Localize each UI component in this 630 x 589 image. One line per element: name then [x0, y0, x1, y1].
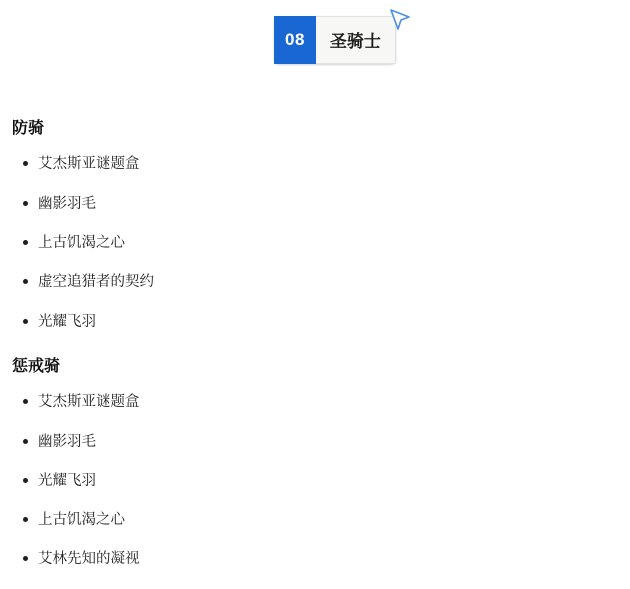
- subsection-heading-1: 防骑: [12, 120, 45, 137]
- subsection-heading-2: 惩戒骑: [12, 357, 61, 375]
- list-item: 光耀飞羽: [0, 471, 630, 491]
- document-content: [0, 118, 630, 589]
- section-number-badge: 08: [274, 16, 316, 64]
- list-item: 艾杰斯亚谜题盒: [0, 154, 630, 174]
- list-item: 艾林先知的凝视: [0, 549, 630, 569]
- list-item: 幽影羽毛: [0, 432, 630, 452]
- list-item: 上古饥渴之心: [0, 510, 630, 530]
- section-header-chip: [274, 16, 396, 64]
- list-item: 光耀飞羽: [0, 312, 630, 332]
- list-item: 幽影羽毛: [0, 194, 630, 214]
- list-item: 上古饥渴之心: [0, 233, 630, 253]
- list-item: 虚空追猎者的契约: [0, 272, 630, 292]
- item-list-1: [0, 154, 630, 331]
- list-item: 艾杰斯亚谜题盒: [0, 392, 630, 412]
- item-list-2: [0, 392, 630, 569]
- section-title-label: 圣骑士: [316, 16, 396, 64]
